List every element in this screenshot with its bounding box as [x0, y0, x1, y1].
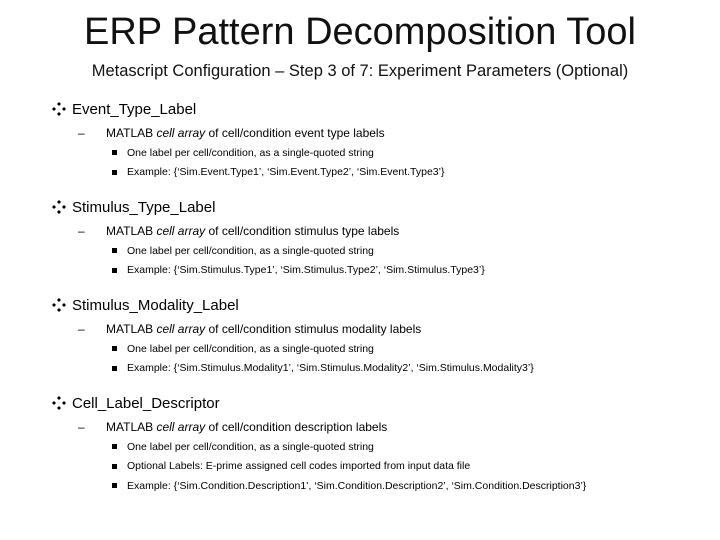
bullet-text: Example: {‘Sim.Stimulus.Type1’, ‘Sim.Stimulus.Type2’, ‘Sim.Stimulus.Type3’} [127, 264, 485, 277]
section-cell-label-descriptor [52, 392, 712, 496]
desc-suffix: of cell/condition description labels [205, 419, 388, 434]
section-stimulus-modality-label [52, 294, 712, 378]
section-heading: Stimulus_Type_Label [72, 198, 216, 216]
dash-bullet: – [78, 321, 85, 336]
bullet-item [52, 163, 712, 183]
desc-suffix: of cell/condition stimulus modality labels [205, 321, 422, 336]
description-text [106, 322, 421, 336]
square-bullet-icon [112, 268, 117, 273]
bullet-text: Example: {‘Sim.Stimulus.Modality1’, ‘Sim.Stimulus.Modality2’, ‘Sim.Stimulus.Modality3’} [127, 362, 534, 375]
dash-bullet: – [78, 223, 85, 238]
description-row [52, 416, 712, 437]
section-heading-row [52, 196, 712, 218]
bullet-text: Example: {‘Sim.Event.Type1’, ‘Sim.Event.Type2’, ‘Sim.Event.Type3’} [127, 166, 445, 179]
desc-prefix: MATLAB [106, 223, 157, 238]
description-row [52, 220, 712, 241]
section-heading: Event_Type_Label [72, 100, 197, 118]
bullet-text: Example: {‘Sim.Condition.Description1’, ‘Sim.Condition.Description2’, ‘Sim.Condition.Description3’} [127, 479, 587, 492]
four-diamond-bullet-icon [52, 298, 66, 312]
desc-italic: cell array [156, 125, 206, 140]
desc-italic: cell array [156, 223, 206, 238]
description-text [106, 420, 387, 434]
square-bullet-icon [112, 483, 117, 488]
square-bullet-icon [112, 346, 117, 351]
dash-bullet: – [78, 125, 85, 140]
bullet-text: One label per cell/condition, as a single-quoted string [127, 244, 374, 257]
slide-title: ERP Pattern Decomposition Tool [83, 11, 636, 53]
desc-italic: cell array [156, 321, 206, 336]
slide-content [52, 98, 712, 510]
bullet-item [52, 261, 712, 281]
square-bullet-icon [112, 170, 117, 175]
section-event-type-label [52, 98, 712, 182]
desc-suffix: of cell/condition stimulus type labels [205, 223, 400, 238]
section-heading: Cell_Label_Descriptor [72, 394, 220, 412]
bullet-item [52, 339, 712, 359]
bullet-item [52, 457, 712, 477]
bullet-item [52, 437, 712, 457]
desc-suffix: of cell/condition event type labels [205, 125, 385, 140]
square-bullet-icon [112, 464, 117, 469]
bullet-text: One label per cell/condition, as a single-quoted string [127, 342, 374, 355]
square-bullet-icon [112, 248, 117, 253]
desc-prefix: MATLAB [106, 125, 157, 140]
bullet-text: One label per cell/condition, as a single-quoted string [127, 440, 374, 453]
desc-prefix: MATLAB [106, 321, 157, 336]
description-text [106, 126, 385, 140]
section-heading-row [52, 98, 712, 120]
slide-subtitle: Metascript Configuration – Step 3 of 7: Experiment Parameters (Optional) [91, 62, 629, 80]
bullet-text: One label per cell/condition, as a single-quoted string [127, 146, 374, 159]
square-bullet-icon [112, 150, 117, 155]
bullet-item [52, 359, 712, 379]
section-heading-row [52, 294, 712, 316]
description-row [52, 122, 712, 143]
four-diamond-bullet-icon [52, 102, 66, 116]
four-diamond-bullet-icon [52, 200, 66, 214]
desc-italic: cell array [156, 419, 206, 434]
square-bullet-icon [112, 366, 117, 371]
section-heading: Stimulus_Modality_Label [72, 296, 239, 314]
dash-bullet: – [78, 419, 85, 434]
bullet-item [52, 241, 712, 261]
section-heading-row [52, 392, 712, 414]
bullet-item [52, 143, 712, 163]
bullet-item [52, 476, 712, 496]
section-stimulus-type-label [52, 196, 712, 280]
bullet-text: Optional Labels: E-prime assigned cell codes imported from input data file [127, 460, 471, 473]
four-diamond-bullet-icon [52, 396, 66, 410]
description-row [52, 318, 712, 339]
square-bullet-icon [112, 444, 117, 449]
desc-prefix: MATLAB [106, 419, 157, 434]
description-text [106, 224, 399, 238]
